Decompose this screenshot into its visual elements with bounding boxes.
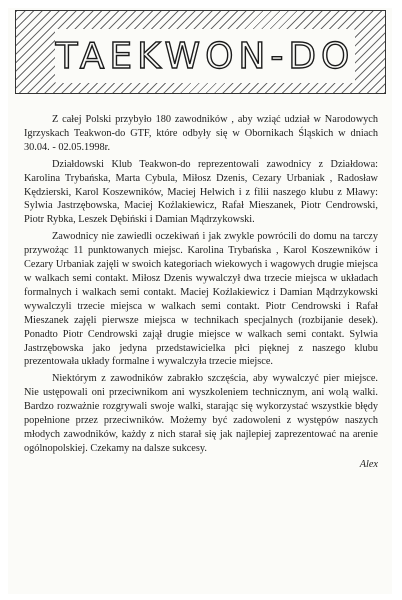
article-title: TAEKWON-DO [55, 29, 355, 83]
newspaper-clipping [8, 8, 392, 594]
title-banner [15, 10, 386, 94]
article-body [24, 113, 378, 472]
article-paragraph: Niektórym z zawodników zabrakło szczęścia, aby wywalczyć pier miejsce. Nie ustępowali oni przeciwnikom ani wyszkoleniem technicznym, ani wolą walki. Bardzo rozważnie rozgrywali swoje walki, starając się wykorzystać wszystkie błędy popełnione przez przeciwników. Możemy być zadowoleni z występów naszych młodych zawodników, każdy z nich starał się jak najlepiej zaprezentować na arenie ogólnopolskiej. Czekamy na dalsze sukcesy. [24, 373, 378, 454]
article-paragraph: Zawodnicy nie zawiedli oczekiwań i jak zwykle powrócili do domu na tarczy przywożąc 11 punktowanych miejsc. Karolina Trybańska , Karol Koszewników i Cezary Urbaniak zajęli w swoich kategoriach wiekowych i wagowych drugie miejsca w walkach semi contakt. Miłosz Dzenis wywalczył dwa trzecie miejsca w układach formalnych i walkach semi contakt. Maciej Koźlakiewicz i Damian Mądrzykowski wywalczyli trzecie miejsca w walkach semi contakt. Piotr Cendrowski i Rafał Mieszanek zajęli pierwsze miejsca w technikach specjalnych (rozbijanie desek). Ponadto Piotr Cendrowski zajął drugie miejsce w walkach semi contakt. Sylwia Jastrzębowska jako jedyna przedstawicielka płci pięknej z naszego klubu prezentowała układy formalne i wywalczyła trzecie miejsce. [24, 231, 378, 368]
article-paragraph: Z całej Polski przybyło 180 zawodników , aby wziąć udział w Narodowych Igrzyskach Teakwon-do GTF, które odbyły się w Obornikach Śląskich w dniach 30.04. - 02.05.1998r. [24, 114, 378, 153]
article-paragraph: Działdowski Klub Teakwon-do reprezentowali zawodnicy z Działdowa: Karolina Trybańska, Marta Cybula, Miłosz Dzenis, Cezary Urbaniak , Radosław Kędzierski, Karol Koszewników, Maciej Helwich i z filii naszego klubu z Mławy: Sylwia Jastrzębowska, Maciej Koźlakiewicz, Rafał Mieszanek, Piotr Cendrowski, Piotr Rybka, Leszek Dębiński i Damian Mądrzykowski. [24, 158, 378, 226]
article-author: Alex [359, 458, 378, 470]
